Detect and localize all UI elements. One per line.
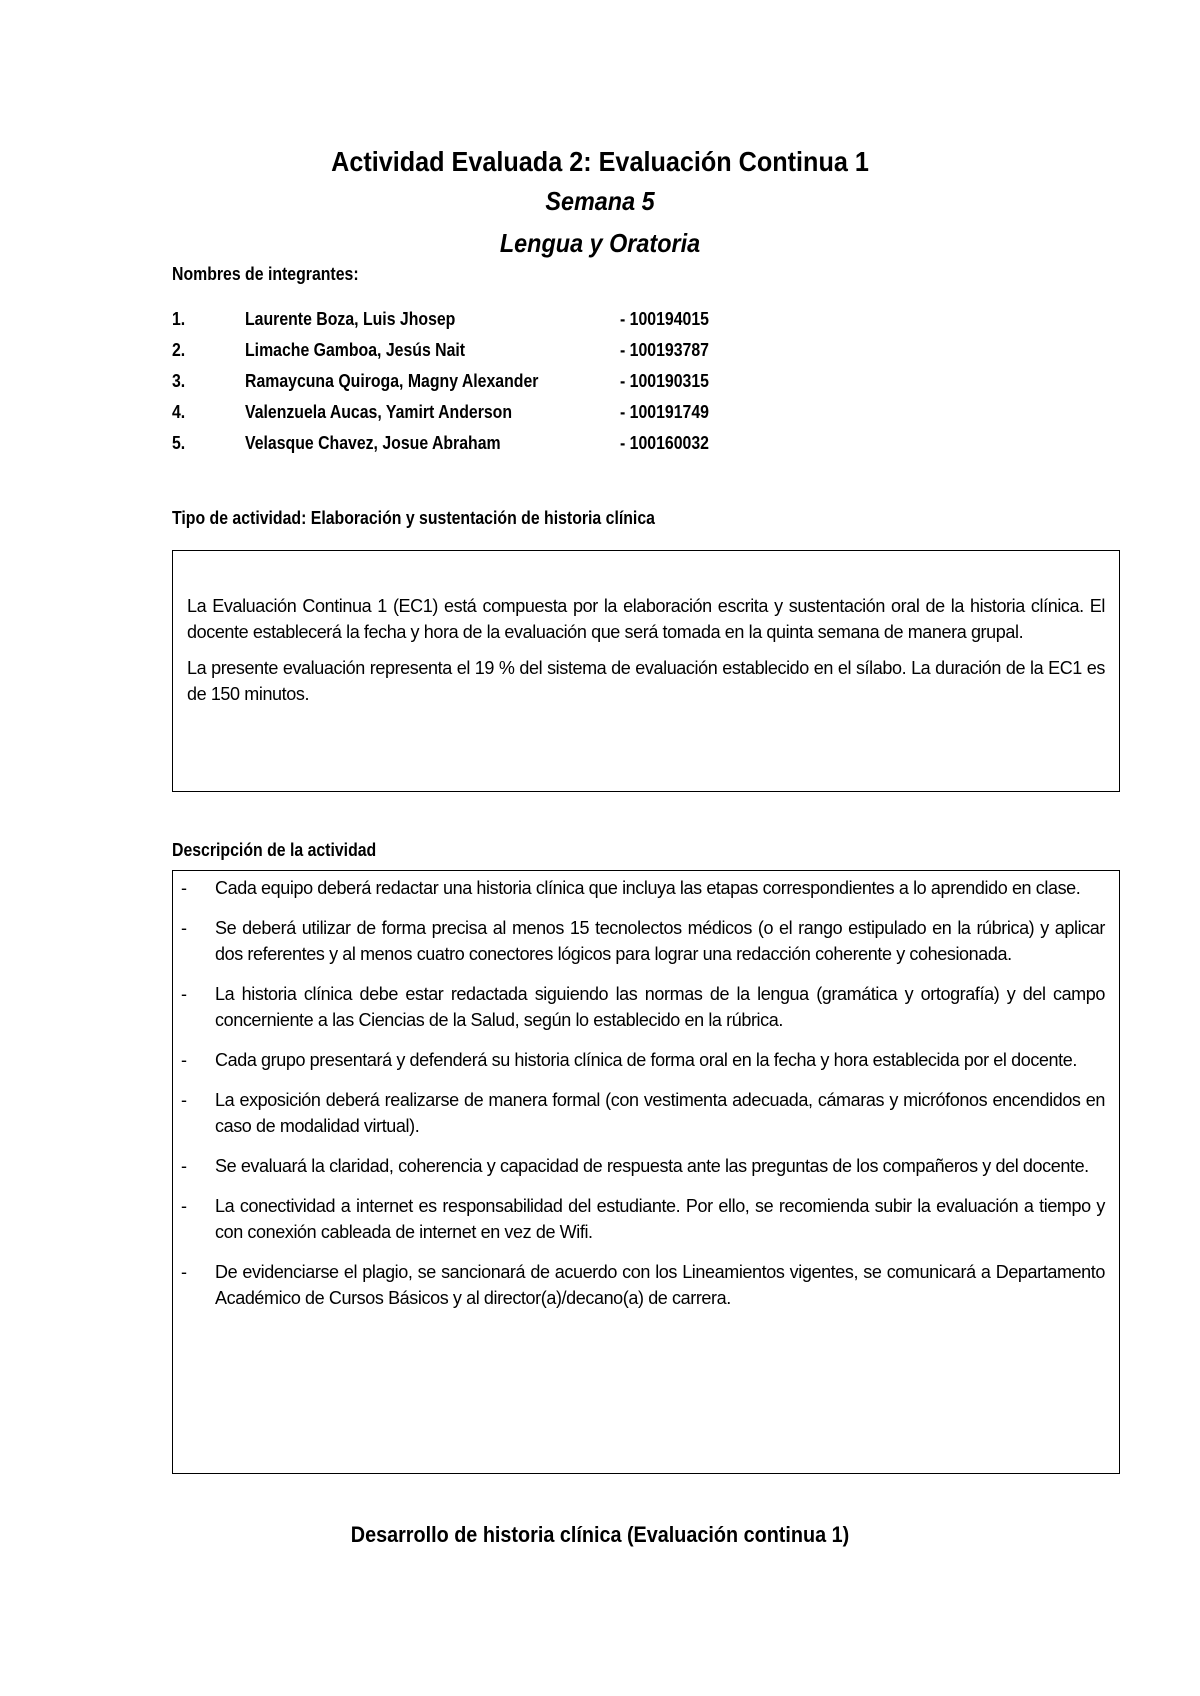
- bullet-dash: -: [181, 1156, 187, 1176]
- list-item: [173, 915, 1105, 967]
- list-item: [173, 981, 1105, 1033]
- description-box: [172, 870, 1120, 1474]
- member-row: [172, 433, 772, 464]
- development-heading: Desarrollo de historia clínica (Evaluación continua 1): [350, 1522, 850, 1547]
- member-number: 4.: [172, 402, 186, 422]
- member-row: [172, 340, 772, 371]
- bullet-dash: -: [181, 1050, 187, 1070]
- member-row: [172, 309, 772, 340]
- document-title: Actividad Evaluada 2: Evaluación Continua 1: [331, 146, 869, 177]
- member-row: [172, 402, 772, 433]
- member-code: - 100190315: [620, 371, 709, 391]
- evaluation-paragraph: La Evaluación Continua 1 (EC1) está compuesta por la elaboración escrita y sustentación oral de la historia clínica. El docente establecerá la fecha y hora de la evaluación que será tomada en la quinta semana de manera grupal.: [187, 596, 1105, 642]
- members-list: [172, 309, 772, 464]
- list-item: [173, 1087, 1105, 1139]
- member-code: - 100193787: [620, 340, 709, 360]
- member-code: - 100160032: [620, 433, 709, 453]
- bullet-dash: -: [181, 918, 187, 938]
- description-label: Descripción de la actividad: [172, 840, 377, 860]
- list-item-text: De evidenciarse el plagio, se sancionará de acuerdo con los Lineamientos vigentes, se comunicará a Departamento Académico de Cursos Básicos y al director(a)/decano(a) de carrera.: [215, 1262, 1105, 1308]
- member-name: Ramaycuna Quiroga, Magny Alexander: [245, 371, 539, 391]
- member-name: Velasque Chavez, Josue Abraham: [245, 433, 501, 453]
- list-item: [173, 1193, 1105, 1245]
- member-number: 2.: [172, 340, 186, 360]
- course-subtitle: Lengua y Oratoria: [499, 228, 701, 258]
- member-code: - 100191749: [620, 402, 709, 422]
- list-item: [173, 1153, 1105, 1179]
- member-name: Valenzuela Aucas, Yamirt Anderson: [245, 402, 513, 422]
- list-item-text: Se deberá utilizar de forma precisa al menos 15 tecnolectos médicos (o el rango estipulado en la rúbrica) y aplicar dos referentes y al menos cuatro conectores lógicos para lograr una redacción coherente y cohesionada.: [215, 918, 1105, 964]
- member-number: 5.: [172, 433, 186, 453]
- member-number: 3.: [172, 371, 186, 391]
- member-name: Limache Gamboa, Jesús Nait: [245, 340, 466, 360]
- bullet-dash: -: [181, 984, 187, 1004]
- member-name: Laurente Boza, Luis Jhosep: [245, 309, 456, 329]
- evaluation-info-box: [172, 550, 1120, 792]
- bullet-dash: -: [181, 878, 187, 898]
- member-code: - 100194015: [620, 309, 709, 329]
- bullet-dash: -: [181, 1090, 187, 1110]
- list-item: [173, 1259, 1105, 1311]
- member-row: [172, 371, 772, 402]
- bullet-dash: -: [181, 1262, 187, 1282]
- list-item-text: Cada grupo presentará y defenderá su historia clínica de forma oral en la fecha y hora establecida por el docente.: [215, 1050, 1077, 1070]
- list-item-text: La historia clínica debe estar redactada siguiendo las normas de la lengua (gramática y ortografía) y del campo concerniente a las Ciencias de la Salud, según lo establecido en la rúbrica.: [215, 984, 1105, 1030]
- list-item-text: La conectividad a internet es responsabilidad del estudiante. Por ello, se recomienda subir la evaluación a tiempo y con conexión cableada de internet en vez de Wifi.: [215, 1196, 1105, 1242]
- bullet-dash: -: [181, 1196, 187, 1216]
- list-item-text: Cada equipo deberá redactar una historia clínica que incluya las etapas correspondientes a lo aprendido en clase.: [215, 878, 1081, 898]
- list-item-text: Se evaluará la claridad, coherencia y capacidad de respuesta ante las preguntas de los compañeros y del docente.: [215, 1156, 1089, 1176]
- list-item: [173, 875, 1105, 901]
- list-item: [173, 1047, 1105, 1073]
- activity-type-label: Tipo de actividad: Elaboración y sustentación de historia clínica: [172, 508, 655, 528]
- evaluation-paragraph: La presente evaluación representa el 19 % del sistema de evaluación establecido en el sílabo. La duración de la EC1 es de 150 minutos.: [187, 658, 1105, 704]
- description-list: [173, 875, 1105, 1325]
- list-item-text: La exposición deberá realizarse de manera formal (con vestimenta adecuada, cámaras y micrófonos encendidos en caso de modalidad virtual).: [215, 1090, 1105, 1136]
- members-label: Nombres de integrantes:: [172, 264, 359, 284]
- member-number: 1.: [172, 309, 186, 329]
- week-subtitle: Semana 5: [545, 186, 655, 216]
